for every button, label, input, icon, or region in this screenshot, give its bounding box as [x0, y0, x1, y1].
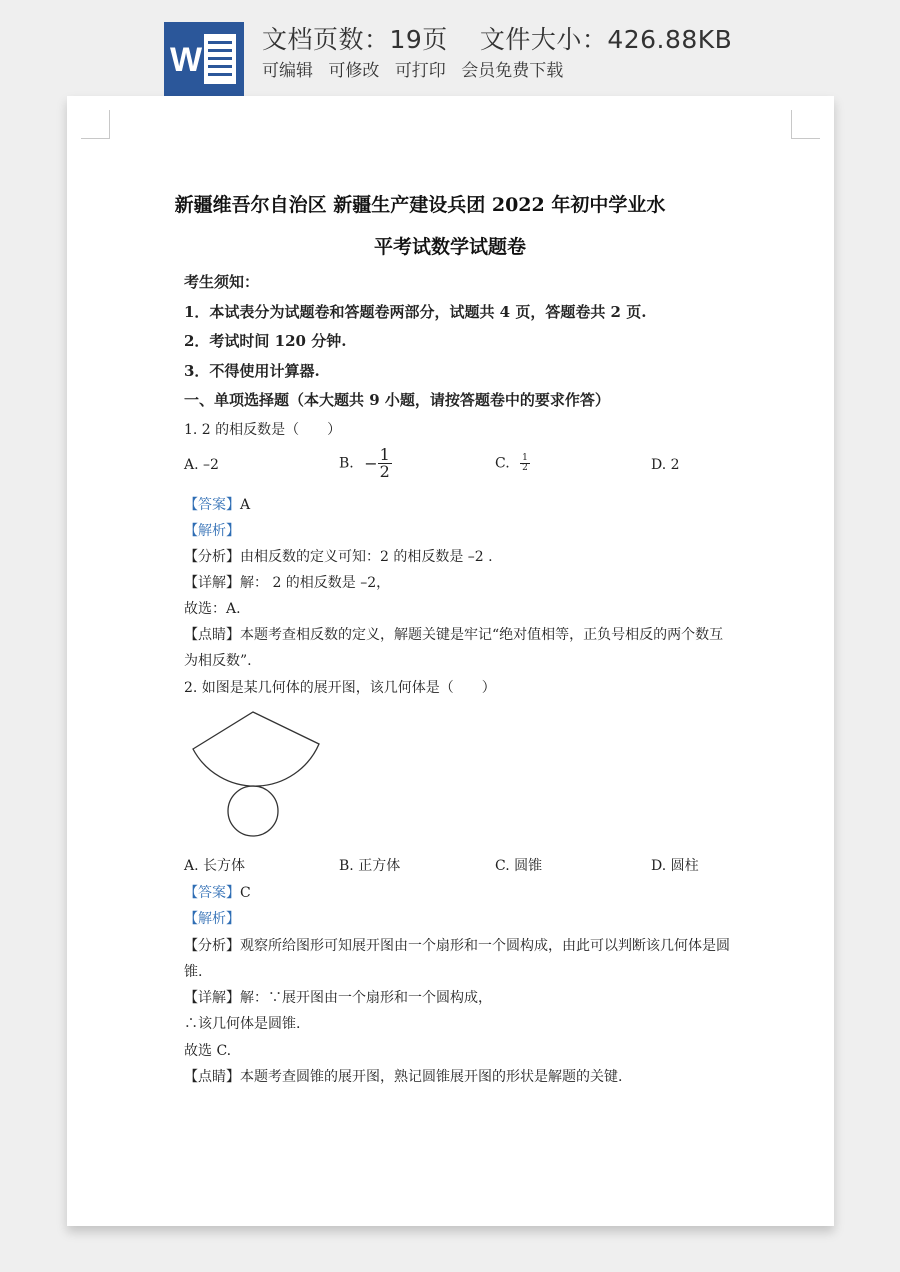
file-size: 文件大小：426.88KB — [479, 25, 733, 54]
feature-printable: 可打印 — [394, 61, 446, 81]
q2-option-c: C. 圆锥 — [495, 858, 543, 874]
q2-analysis-tag: 【解析】 — [184, 911, 240, 927]
q2-option-a: A. 长方体 — [184, 858, 246, 874]
q2-option-b: B. 正方体 — [339, 858, 401, 874]
q1-xiangjie: 【详解】解： 2 的相反数是 –2， — [184, 575, 391, 591]
q2-dianjing: 【点睛】本题考查圆锥的展开图，熟记圆锥展开图的形状是解题的关键. — [184, 1069, 623, 1085]
notice-2: 2．考试时间 120 分钟. — [184, 332, 347, 350]
sector-shape — [193, 712, 319, 786]
feature-list — [262, 56, 573, 81]
feature-modifiable: 可修改 — [328, 61, 380, 81]
q2-answer: 【答案】C — [184, 885, 251, 901]
q2-xiangjie: 【详解】解：∵展开图由一个扇形和一个圆构成， — [184, 990, 492, 1006]
document-page — [67, 96, 834, 1226]
notice-1: 1．本试表分为试题卷和答题卷两部分，试题共 4 页，答题卷共 2 页. — [184, 303, 647, 321]
document-title-line2: 平考试数学试题卷 — [373, 236, 526, 258]
q1-option-b: B. − $\frac{1}{2}$ — [339, 445, 390, 481]
q1-option-c: C. $\frac{1}{2}$ — [495, 453, 528, 473]
page-count: 文档页数：19页 — [262, 25, 448, 54]
q1-fenxi: 【分析】由相反数的定义可知：2 的相反数是 –2 . — [184, 549, 493, 565]
feature-editable: 可编辑 — [262, 61, 313, 81]
q2-stem: 2. 如图是某几何体的展开图，该几何体是（ ） — [184, 680, 496, 696]
q1-option-d: D. 2 — [651, 457, 680, 473]
q2-guxuan: 故选 C. — [184, 1043, 232, 1059]
document-title-line1: 新疆维吾尔自治区 新疆生产建设兵团 2022 年初中学业水 — [174, 194, 666, 216]
feature-member-download: 会员免费下载 — [461, 61, 564, 81]
header-banner — [0, 0, 900, 96]
q1-answer: 【答案】A — [184, 497, 251, 513]
q2-fenxi-line2: 锥. — [184, 964, 203, 980]
q1-stem: 1. 2 的相反数是（ ） — [184, 422, 342, 438]
q2-fenxi-line1: 【分析】观察所给图形可知展开图由一个扇形和一个圆构成，由此可以判断该几何体是圆 — [184, 938, 730, 954]
q1-guxuan: 故选：A. — [184, 601, 241, 617]
base-circle — [228, 786, 278, 836]
word-letter: W — [169, 41, 203, 79]
q1-analysis-tag: 【解析】 — [184, 523, 240, 539]
q2-therefore: ∴该几何体是圆锥. — [184, 1016, 301, 1032]
notice-heading: 考生须知： — [184, 273, 260, 291]
q1-option-a: A. –2 — [184, 457, 219, 473]
q1-dianjing-line2: 为相反数”. — [184, 653, 252, 669]
file-info — [262, 20, 732, 56]
cone-net-figure — [190, 706, 330, 845]
notice-3: 3．不得使用计算器. — [184, 362, 320, 380]
word-document-icon — [164, 22, 244, 96]
section-heading: 一、单项选择题（本大题共 9 小题，请按答题卷中的要求作答） — [184, 391, 610, 409]
q1-dianjing-line1: 【点睛】本题考查相反数的定义，解题关键是牢记“绝对值相等，正负号相反的两个数互 — [184, 627, 724, 643]
q2-option-d: D. 圆柱 — [651, 858, 699, 874]
margin-corner-top-right — [791, 110, 820, 139]
margin-corner-top-left — [81, 110, 110, 139]
